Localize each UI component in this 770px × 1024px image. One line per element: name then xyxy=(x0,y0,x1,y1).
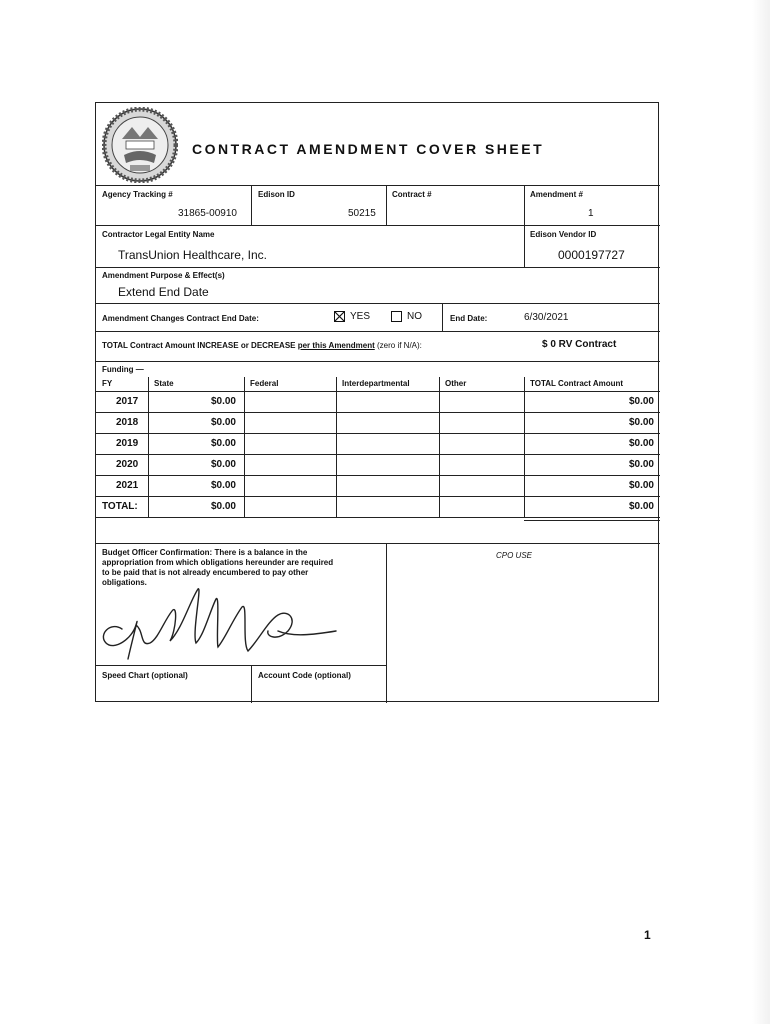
vendor-id-value: 0000197727 xyxy=(558,248,625,262)
budget-officer-signature xyxy=(92,581,352,665)
funding-header-3: Interdepartmental xyxy=(342,379,410,388)
document-title: CONTRACT AMENDMENT COVER SHEET xyxy=(192,141,545,157)
end-date-label: End Date: xyxy=(450,314,488,323)
yes-checkbox[interactable] xyxy=(334,311,345,322)
end-date-change-label: Amendment Changes Contract End Date: xyxy=(102,314,259,323)
end-date-value: 6/30/2021 xyxy=(524,312,569,323)
contract-amendment-cover-sheet xyxy=(95,102,659,702)
speed-chart-label: Speed Chart (optional) xyxy=(102,671,188,680)
funding-state-amount: $0.00 xyxy=(210,501,236,512)
checkmark-x-icon xyxy=(334,311,345,322)
vendor-id-label: Edison Vendor ID xyxy=(530,230,597,239)
funding-state-amount: $0.00 xyxy=(210,438,236,449)
amendment-number-value: 1 xyxy=(588,208,594,219)
funding-label: Funding — xyxy=(102,365,144,374)
funding-total-amount: $0.00 xyxy=(628,417,654,428)
page-number: 1 xyxy=(644,928,651,942)
funding-state-amount: $0.00 xyxy=(210,480,236,491)
funding-header-2: Federal xyxy=(250,379,279,388)
funding-header-0: FY xyxy=(102,379,113,388)
funding-fy: 2017 xyxy=(116,396,139,407)
funding-fy: TOTAL: xyxy=(102,501,138,512)
funding-fy: 2019 xyxy=(116,438,139,449)
amendment-number-label: Amendment # xyxy=(530,190,583,199)
funding-fy: 2018 xyxy=(116,417,139,428)
funding-total-amount: $0.00 xyxy=(628,459,654,470)
agency-tracking-value: 31865-00910 xyxy=(178,208,237,219)
edison-id-label: Edison ID xyxy=(258,190,295,199)
funding-state-amount: $0.00 xyxy=(210,417,236,428)
yes-label: YES xyxy=(350,311,371,322)
contractor-name-value: TransUnion Healthcare, Inc. xyxy=(118,248,267,262)
amendment-purpose-label: Amendment Purpose & Effect(s) xyxy=(102,271,225,280)
budget-officer-confirmation: Budget Officer Confirmation: There is a balance in the appropriation from which obligations hereunder are required to be paid that is not already encumbered to pay other obligations. xyxy=(102,548,334,587)
funding-header-5: TOTAL Contract Amount xyxy=(530,379,624,388)
funding-state-amount: $0.00 xyxy=(210,459,236,470)
contract-number-label: Contract # xyxy=(392,190,432,199)
funding-header-4: Other xyxy=(445,379,467,388)
total-change-label: TOTAL Contract Amount INCREASE or DECREASE per this Amendment (zero if N/A): xyxy=(102,341,422,350)
agency-tracking-label: Agency Tracking # xyxy=(102,190,173,199)
funding-total-amount: $0.00 xyxy=(628,480,654,491)
funding-total-amount: $0.00 xyxy=(628,396,654,407)
funding-fy: 2020 xyxy=(116,459,139,470)
cpo-use-label: CPO USE xyxy=(496,551,533,560)
state-seal-logo xyxy=(102,107,178,183)
account-code-label: Account Code (optional) xyxy=(258,671,351,680)
no-checkbox[interactable] xyxy=(391,311,402,322)
total-change-value: $ 0 RV Contract xyxy=(542,339,617,350)
funding-total-amount: $0.00 xyxy=(628,438,654,449)
no-label: NO xyxy=(407,311,422,322)
funding-header-1: State xyxy=(154,379,174,388)
amendment-purpose-value: Extend End Date xyxy=(118,285,209,299)
funding-state-amount: $0.00 xyxy=(210,396,236,407)
contractor-name-label: Contractor Legal Entity Name xyxy=(102,230,215,239)
scan-page-edge xyxy=(752,0,770,1024)
edison-id-value: 50215 xyxy=(348,208,376,219)
funding-fy: 2021 xyxy=(116,480,139,491)
funding-total-amount: $0.00 xyxy=(628,501,654,512)
